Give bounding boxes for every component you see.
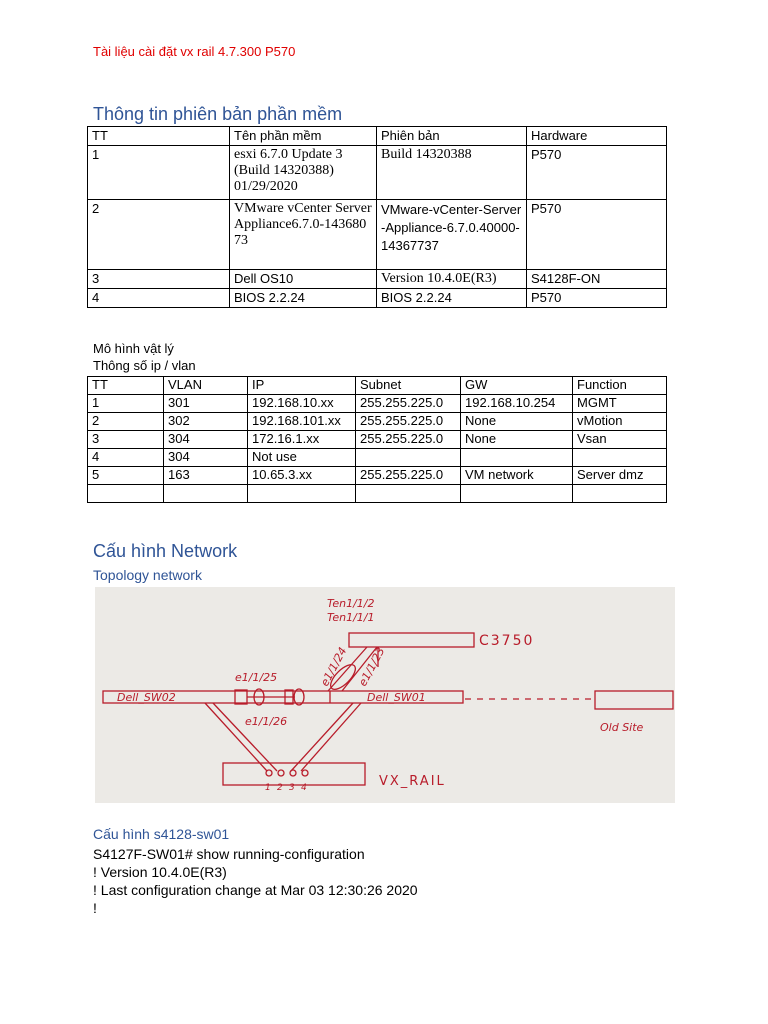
label-port-2: 2: [277, 783, 283, 793]
table-cell: [88, 485, 164, 503]
table-header-row: [88, 377, 667, 395]
label-e1-1-24: e1/1/24: [318, 645, 350, 689]
config-line: ! Last configuration change at Mar 03 12:30:26 2020: [93, 882, 418, 898]
topology-photo: [95, 587, 675, 803]
table-cell: [461, 485, 573, 503]
label-e1-1-25: e1/1/25: [235, 671, 278, 684]
header-cell: IP: [248, 377, 356, 395]
table-row: [88, 485, 667, 503]
cell-software-name: BIOS 2.2.24: [230, 289, 377, 308]
table-cell: 3: [88, 431, 164, 449]
table-cell: Server dmz: [573, 467, 667, 485]
label-c3750: C3750: [479, 633, 535, 649]
vx-rail-box: [223, 763, 365, 785]
header-cell: GW: [461, 377, 573, 395]
table-cell: MGMT: [573, 395, 667, 413]
table-row: [88, 431, 667, 449]
software-version-heading: Thông tin phiên bản phần mềm: [93, 104, 343, 124]
cell-software-name: esxi 6.7.0 Update 3 (Build 14320388) 01/29/2020: [230, 146, 377, 200]
table-cell: 172.16.1.xx: [248, 431, 356, 449]
header-cell: VLAN: [164, 377, 248, 395]
table-cell: vMotion: [573, 413, 667, 431]
table-cell: [356, 449, 461, 467]
table-cell: Vsan: [573, 431, 667, 449]
table-cell: None: [461, 413, 573, 431]
table-cell: [356, 485, 461, 503]
topology-sketch: [95, 587, 675, 803]
network-config-heading: Cấu hình Network: [93, 541, 238, 561]
label-e1-1-23: e1/1/23: [356, 645, 388, 689]
cell-version: Version 10.4.0E(R3): [377, 270, 527, 289]
config-line: ! Version 10.4.0E(R3): [93, 864, 227, 880]
old-site-box: [595, 691, 673, 709]
cell-tt: 2: [88, 200, 230, 270]
label-e1-1-26: e1/1/26: [245, 715, 288, 728]
table-cell: 192.168.10.xx: [248, 395, 356, 413]
config-line: !: [93, 900, 97, 916]
document-title: Tài liệu cài đặt vx rail 4.7.300 P570: [93, 44, 296, 59]
table-row: [88, 467, 667, 485]
cell-software-name: Dell OS10: [230, 270, 377, 289]
table-row: [88, 449, 667, 467]
table-cell: [573, 485, 667, 503]
label-port-3: 3: [289, 783, 295, 793]
table-cell: 304: [164, 449, 248, 467]
table-header-row: [88, 127, 667, 146]
physical-model-label: Mô hình vật lý: [93, 341, 174, 356]
table-cell: 255.255.225.0: [356, 431, 461, 449]
cell-version: Build 14320388: [377, 146, 527, 200]
table-cell: 255.255.225.0: [356, 467, 461, 485]
s4128-config-heading: Cấu hình s4128-sw01: [93, 826, 230, 842]
table-cell: 304: [164, 431, 248, 449]
label-port-1: 1: [265, 783, 271, 793]
ip-vlan-table: [87, 376, 667, 503]
label-ten-1-1-1: Ten1/1/1: [327, 611, 375, 624]
header-cell: TT: [88, 377, 164, 395]
table-cell: 192.168.10.254: [461, 395, 573, 413]
table-row: [88, 289, 667, 308]
table-cell: [461, 449, 573, 467]
c3750-box: [349, 633, 474, 647]
label-vx-rail: VX_RAIL: [379, 774, 446, 789]
table-cell: Not use: [248, 449, 356, 467]
topology-subheading: Topology network: [93, 567, 202, 583]
table-cell: [248, 485, 356, 503]
software-version-table: [87, 126, 667, 308]
header-cell: Hardware: [527, 127, 667, 146]
label-dell-sw01: Dell_SW01: [367, 691, 426, 704]
table-cell: 1: [88, 395, 164, 413]
cell-hardware: S4128F-ON: [527, 270, 667, 289]
header-cell: Function: [573, 377, 667, 395]
table-cell: 4: [88, 449, 164, 467]
config-line: S4127F-SW01# show running-configuration: [93, 846, 365, 862]
table-cell: 301: [164, 395, 248, 413]
header-cell: TT: [88, 127, 230, 146]
table-cell: 10.65.3.xx: [248, 467, 356, 485]
table-cell: None: [461, 431, 573, 449]
table-row: [88, 146, 667, 200]
table-cell: 5: [88, 467, 164, 485]
header-cell: Subnet: [356, 377, 461, 395]
cell-hardware: P570: [527, 289, 667, 308]
cell-version: VMware-vCenter-Server-Appliance-6.7.0.40000-14367737: [377, 200, 527, 270]
cell-version: BIOS 2.2.24: [377, 289, 527, 308]
label-old-site: Old Site: [600, 721, 644, 734]
table-cell: 192.168.101.xx: [248, 413, 356, 431]
ip-vlan-label: Thông số ip / vlan: [93, 358, 196, 373]
cell-hardware: P570: [527, 200, 667, 270]
table-cell: 255.255.225.0: [356, 395, 461, 413]
table-row: [88, 270, 667, 289]
table-row: [88, 413, 667, 431]
cell-software-name: VMware vCenter Server Appliance6.7.0-14368073: [230, 200, 377, 270]
label-ten-1-1-2: Ten1/1/2: [327, 597, 375, 610]
cell-tt: 1: [88, 146, 230, 200]
header-cell: Phiên bản: [377, 127, 527, 146]
label-port-4: 4: [301, 783, 307, 793]
cell-tt: 4: [88, 289, 230, 308]
table-cell: 302: [164, 413, 248, 431]
cell-tt: 3: [88, 270, 230, 289]
table-cell: 255.255.225.0: [356, 413, 461, 431]
header-cell: Tên phần mềm: [230, 127, 377, 146]
table-cell: [164, 485, 248, 503]
table-cell: 2: [88, 413, 164, 431]
table-row: [88, 200, 667, 270]
label-dell-sw02: Dell_SW02: [117, 691, 176, 704]
table-cell: [573, 449, 667, 467]
cell-hardware: P570: [527, 146, 667, 200]
table-cell: 163: [164, 467, 248, 485]
table-cell: VM network: [461, 467, 573, 485]
table-row: [88, 395, 667, 413]
